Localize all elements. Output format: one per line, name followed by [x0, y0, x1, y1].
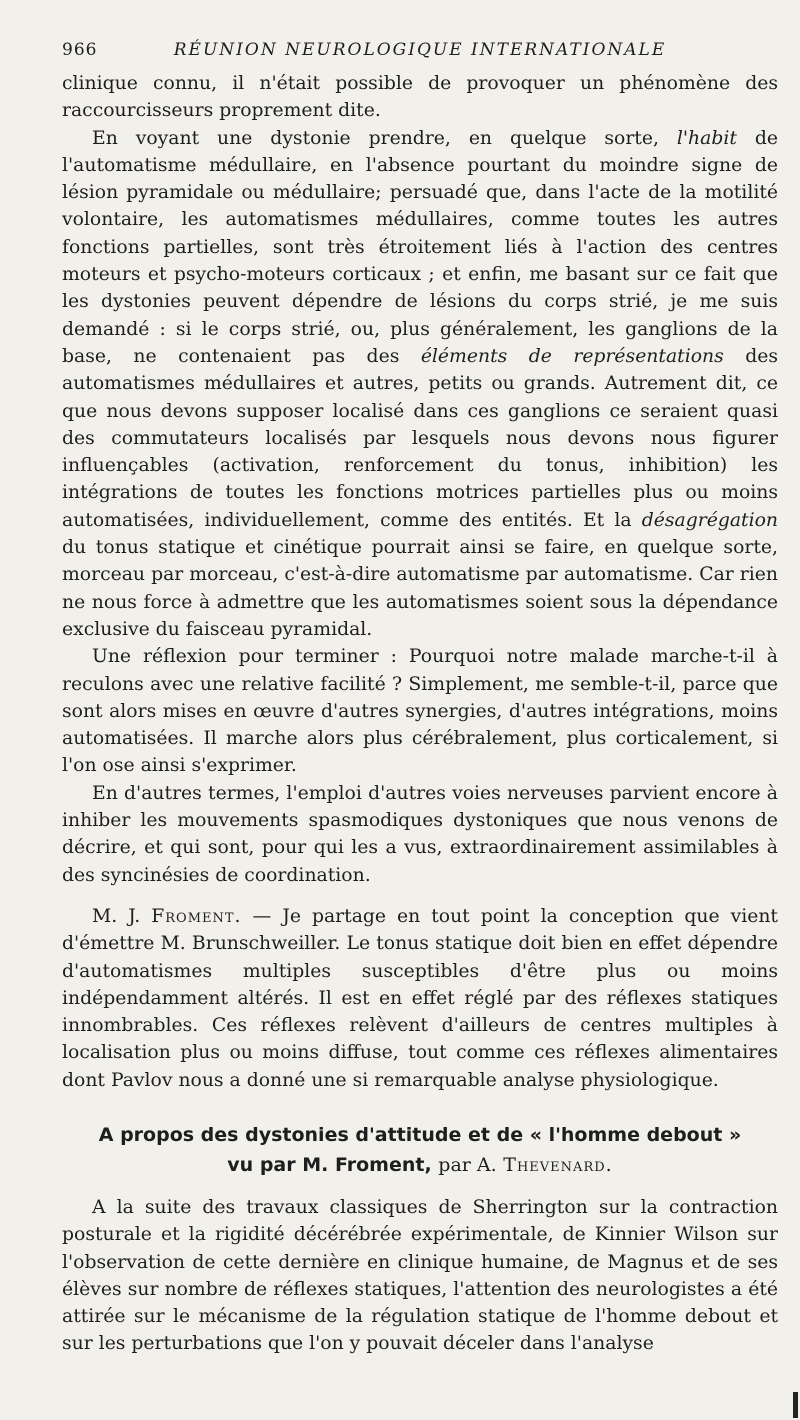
speaker-name: Froment. [151, 905, 242, 927]
froment-text: Je partage en tout point la conception que vient d'émettre M. Brunschweiller. Le tonus statique doit bien en effet dépendre d'automatismes multiples susceptibles d'être plus ou moins indépendamment altérés. Il est en effet réglé par des réflexes statiques innombrables. Ces réflexes relèvent d'ailleurs de centres multiples à localisation plus ou moins diffuse, tout comme ces réflexes alimentaires dont Pavlov nous a donné une si remarquable analyse physiologique. [62, 905, 778, 1091]
paragraph-froment-remark [62, 903, 778, 1094]
italic-term: désagrégation [641, 509, 778, 531]
edge-mark [793, 1392, 798, 1418]
running-header [62, 40, 778, 70]
paragraph-reflexion: Une réflexion pour terminer : Pourquoi notre malade marche-t-il à reculons avec une relative facilité ? Simplement, me semble-t-il, parce que sont alors mises en œuvre d'autres synergies, d'autres intégrations, moins automatisées. Il marche alors plus cérébralement, plus corticalement, si l'on ose ainsi s'exprimer. [62, 646, 778, 777]
paragraph-sherrington: A la suite des travaux classiques de Sherrington sur la contraction posturale et la rigidité décérébrée expérimentale, de Kinnier Wilson sur l'observation de cette dernière en clinique humaine, de Magnus et de ses élèves sur nombre de réflexes statiques, l'attention des neurologistes a été attirée sur le mécanisme de la régulation statique de l'homme debout et sur les perturbations que l'on y pouvait déceler dans l'analyse [62, 1196, 778, 1355]
section-title [62, 1120, 778, 1180]
page-number: 966 [62, 40, 98, 60]
paragraph-autres-termes: En d'autres termes, l'emploi d'autres voies nerveuses parvient encore à inhiber les mouvements spasmodiques dystoniques que nous venons de décrire, et qui sont, pour qui les a vus, extraordinairement assimilables à des syncinésies de coordination. [62, 782, 778, 886]
section-author: Thevenard. [503, 1153, 613, 1176]
speaker-initial: M. J. [92, 905, 141, 927]
section-title-line2: vu par M. Froment, [227, 1153, 432, 1176]
running-title: RÉUNION NEUROLOGIQUE INTERNATIONALE [173, 40, 667, 60]
paragraph-continuation: clinique connu, il n'était possible de provoquer un phénomène des raccourcisseurs proprement dite. [62, 73, 778, 122]
paragraph-automatisme: En voyant une dystonie prendre, en quelque sorte, l'habit de l'automatisme médullaire, en l'absence pourtant du moindre signe de lésion pyramidale ou médullaire; persuadé que, dans l'acte de la motilité volontaire, les automatismes médullaires, comme toutes les autres fonctions partielles, sont très étroitement liés à l'action des centres moteurs et psycho-moteurs corticaux ; et enfin, me basant sur ce fait que les dystonies peuvent dépendre de lésions du corps strié, je me suis demandé : si le corps strié, ou, plus généralement, les ganglions de la base, ne contenaient pas des éléments de représentations des automatismes médullaires et autres, petits ou grands. Autrement dit, ce que nous devons supposer localisé dans ces ganglions ce seraient quasi des commutateurs localisés par lesquels nous devons nous figurer influençables (activation, renforcement du tonus, inhibition) les intégrations de toutes les fonctions motrices partielles plus ou moins automatisées, individuellement, comme des entités. Et la désagrégation du tonus statique et cinétique pourrait ainsi se faire, en quelque sorte, morceau par morceau, c'est-à-dire automatisme par automatisme. Car rien ne nous force à admettre que les automatismes soient sous la dépendance exclusive du faisceau pyramidal. [62, 127, 779, 640]
italic-term: l'habit [676, 127, 737, 149]
section-title-line1: A propos des dystonies d'attitude et de « l'homme debout » [98, 1123, 742, 1146]
italic-term: éléments de représentations [420, 345, 724, 367]
section-byline: par A. [438, 1153, 497, 1176]
speaker-separator: — [252, 905, 272, 927]
